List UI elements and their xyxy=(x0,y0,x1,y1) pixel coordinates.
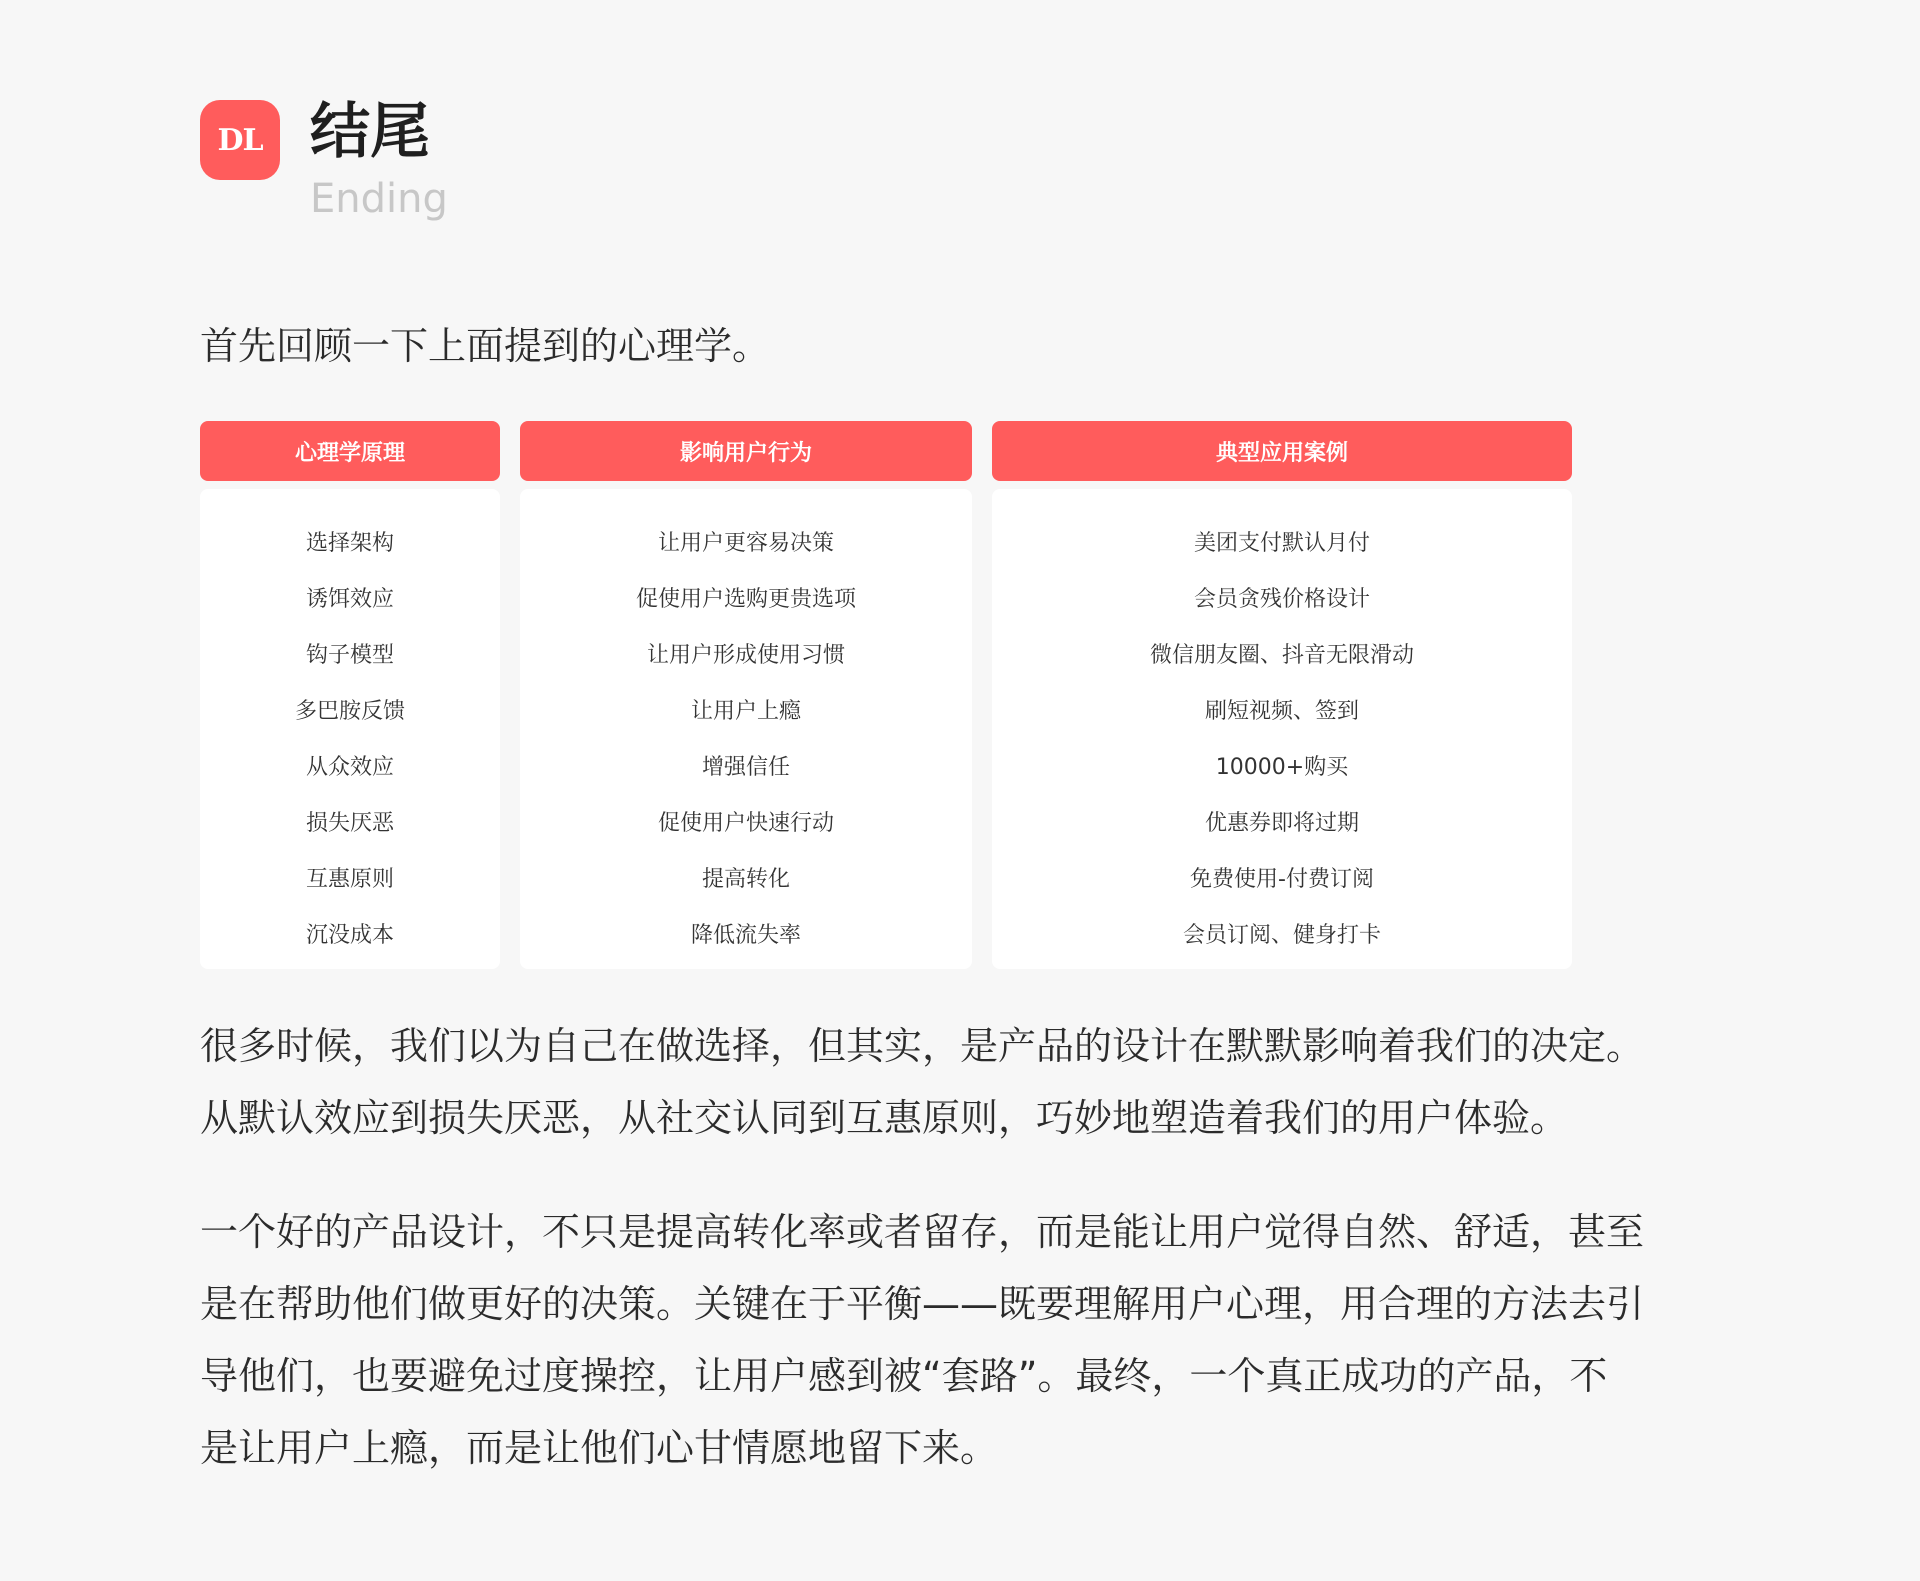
table-cell: 损失厌恶 xyxy=(305,811,394,836)
table-cell: 增强信任 xyxy=(701,755,790,780)
table-cell: 促使用户选购更贵选项 xyxy=(635,587,856,612)
table-cell: 钩子模型 xyxy=(305,643,394,668)
table-cell: 选择架构 xyxy=(305,531,394,556)
intro-text: 首先回顾一下上面提到的心理学。 xyxy=(200,324,771,368)
table-cell: 让用户更容易决策 xyxy=(657,531,834,556)
section-subtitle: Ending xyxy=(310,176,448,222)
table-cell: 提高转化 xyxy=(701,867,790,892)
dl-logo-icon: DL xyxy=(200,100,280,180)
column-body xyxy=(200,489,500,969)
paragraph-line: 从默认效应到损失厌恶，从社交认同到互惠原则，巧妙地塑造着我们的用户体验。 xyxy=(200,1096,1569,1140)
paragraph-conclusion xyxy=(200,1196,1644,1484)
table-cell: 沉没成本 xyxy=(305,923,394,948)
paragraph-line: 是在帮助他们做更好的决策。关键在于平衡——既要理解用户心理，用合理的方法去引 xyxy=(200,1282,1645,1326)
table-cell: 诱饵效应 xyxy=(305,587,394,612)
table-cell: 促使用户快速行动 xyxy=(657,811,834,836)
table-cell: 美团支付默认月付 xyxy=(1193,531,1370,556)
table-cell: 微信朋友圈、抖音无限滑动 xyxy=(1149,643,1414,668)
paragraph-line: 是让用户上瘾，而是让他们心甘情愿地留下来。 xyxy=(200,1426,999,1470)
table-cell: 让用户上瘾 xyxy=(690,699,801,724)
paragraph-line: 很多时候，我们以为自己在做选择，但其实，是产品的设计在默默影响着我们的决定。 xyxy=(200,1024,1645,1068)
column-header: 典型应用案例 xyxy=(992,421,1572,481)
table-cell: 互惠原则 xyxy=(305,867,394,892)
column-body xyxy=(992,489,1572,969)
table-cell: 优惠券即将过期 xyxy=(1204,811,1359,836)
section-title: 结尾 xyxy=(310,97,430,167)
table-cell: 刷短视频、签到 xyxy=(1204,699,1359,724)
table-cell: 从众效应 xyxy=(305,755,394,780)
table-cell: 多巴胺反馈 xyxy=(294,699,405,724)
paragraph-line: 导他们，也要避免过度操控，让用户感到被“套路”。最终，一个真正成功的产品，不 xyxy=(200,1354,1608,1398)
column-body xyxy=(520,489,972,969)
paragraph-line: 一个好的产品设计，不只是提高转化率或者留存，而是能让用户觉得自然、舒适，甚至 xyxy=(200,1210,1645,1254)
table-cell: 免费使用-付费订阅 xyxy=(1190,867,1374,892)
column-cases xyxy=(992,421,1572,969)
table-cell: 会员订阅、健身打卡 xyxy=(1182,923,1381,948)
table-cell: 让用户形成使用习惯 xyxy=(646,643,845,668)
column-header: 心理学原理 xyxy=(200,421,500,481)
column-principles xyxy=(200,421,500,969)
table-cell: 会员贪残价格设计 xyxy=(1193,587,1370,612)
paragraph-summary xyxy=(200,1010,1644,1154)
column-header: 影响用户行为 xyxy=(520,421,972,481)
table-cell: 10000+购买 xyxy=(1215,755,1349,780)
section-header xyxy=(200,96,1000,246)
column-behavior xyxy=(520,421,972,969)
table-cell: 降低流失率 xyxy=(690,923,801,948)
